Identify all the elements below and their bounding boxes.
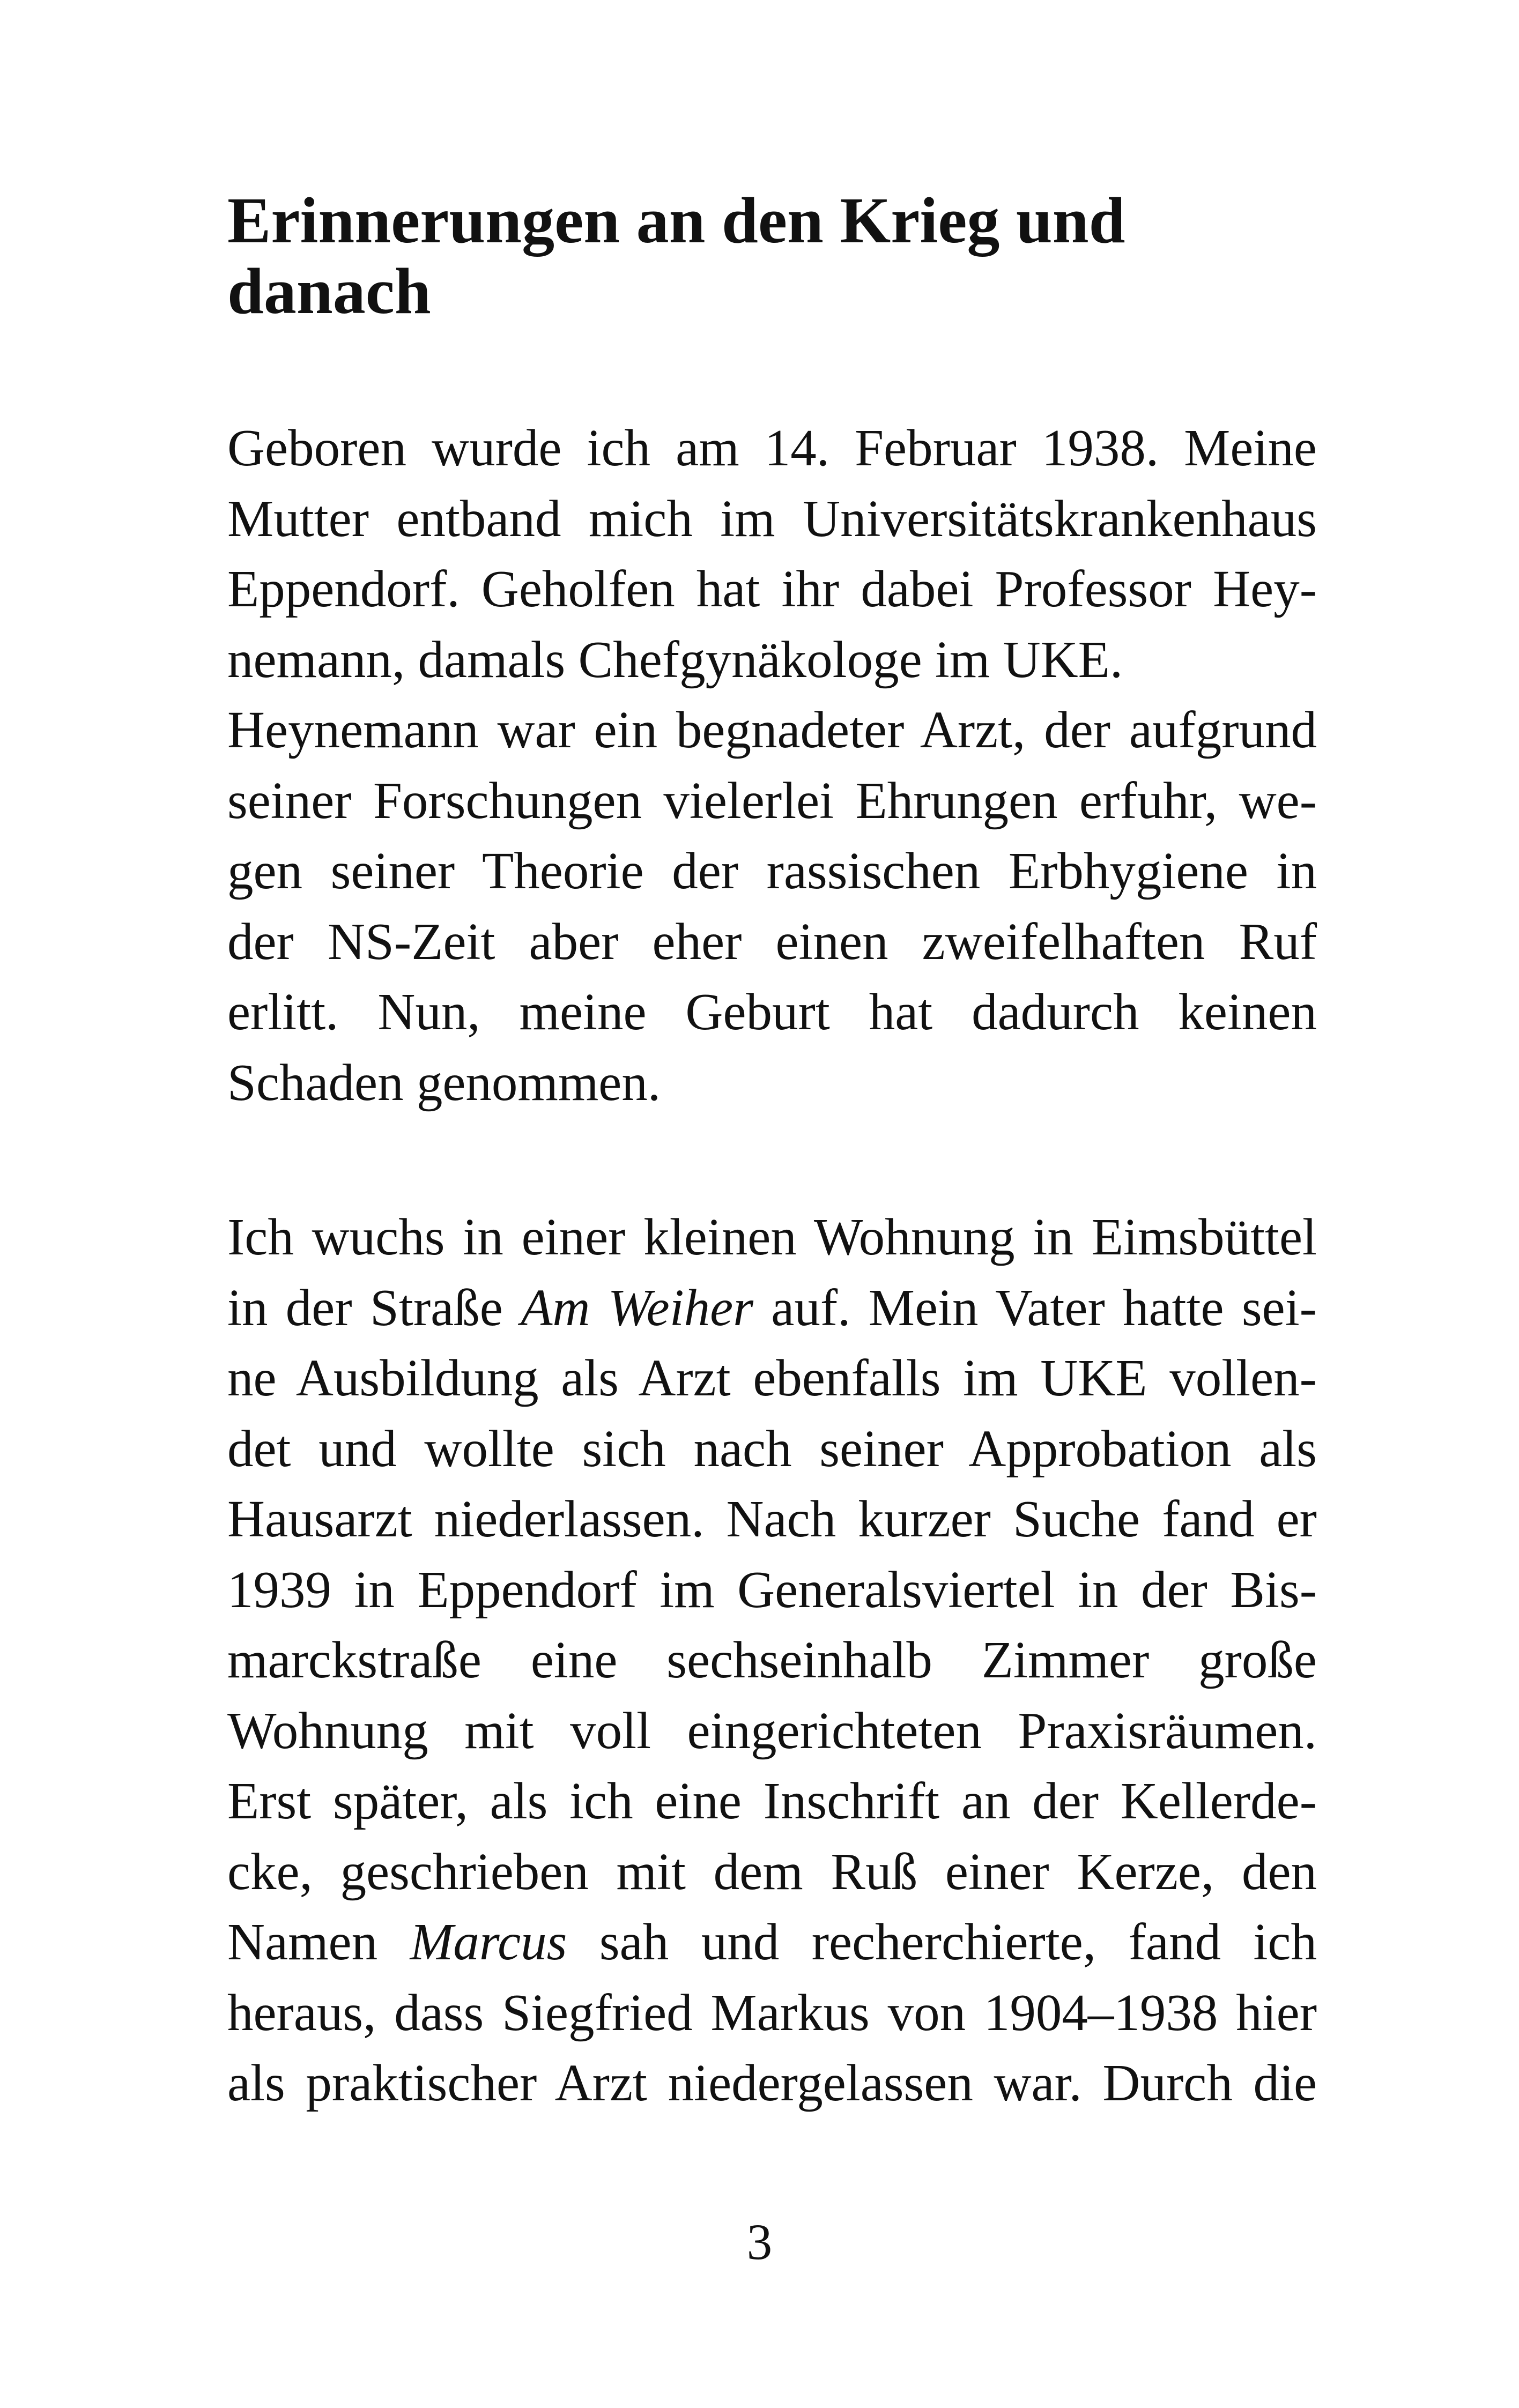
text-segment: Namen: [227, 1913, 410, 1971]
street-name-italic: Am Weiher: [521, 1279, 753, 1336]
text-line: det und wollte sich nach seiner Approbation als: [227, 1419, 1317, 1477]
text-line: der NS-Zeit aber eher einen zweifelhaften Ruf: [227, 912, 1317, 970]
text-line: gen seiner Theorie der rassischen Erbhygiene in: [227, 842, 1317, 900]
text-line: 1939 in Eppendorf im Generalsviertel in der Bis-: [227, 1560, 1317, 1618]
paragraph-childhood: [227, 1202, 1317, 2119]
chapter-title-line-1: Erinnerungen an den Krieg und: [227, 184, 1125, 257]
text-line: Ich wuchs in einer kleinen Wohnung in Eimsbüttel: [227, 1208, 1317, 1266]
chapter-title-line-2: danach: [227, 255, 431, 328]
chapter-title: [227, 185, 1327, 327]
page-number: 3: [746, 2213, 773, 2270]
text-line: als praktischer Arzt niedergelassen war. Durch die: [227, 2054, 1317, 2112]
text-line: Schaden genommen.: [227, 1053, 661, 1111]
text-line: Mutter entband mich im Universitätskrankenhaus: [227, 489, 1317, 547]
name-italic: Marcus: [410, 1913, 567, 1971]
text-segment: in der Straße: [227, 1279, 521, 1336]
text-line: heraus, dass Siegfried Markus von 1904–1938 hier: [227, 1983, 1317, 2041]
text-segment: sah und recherchierte, fand ich: [567, 1913, 1317, 1971]
text-segment: auf. Mein Vater hatte sei-: [753, 1279, 1317, 1336]
text-line: Hausarzt niederlassen. Nach kurzer Suche fand er: [227, 1490, 1317, 1548]
text-line: Heynemann war ein begnadeter Arzt, der aufgrund: [227, 701, 1317, 759]
text-line: Wohnung mit voll eingerichteten Praxisräumen.: [227, 1701, 1317, 1759]
paragraph-birth: [227, 413, 1317, 1118]
text-line: erlitt. Nun, meine Geburt hat dadurch keinen: [227, 983, 1317, 1041]
text-line: marckstraße eine sechseinhalb Zimmer große: [227, 1631, 1317, 1689]
text-line: [227, 1273, 1317, 1343]
text-line: ne Ausbildung als Arzt ebenfalls im UKE vollen-: [227, 1349, 1317, 1407]
text-line: cke, geschrieben mit dem Ruß einer Kerze, den: [227, 1842, 1317, 1900]
text-line: nemann, damals Chefgynäkologe im UKE.: [227, 630, 1123, 688]
text-line: Geboren wurde ich am 14. Februar 1938. Meine: [227, 419, 1317, 477]
text-line: Eppendorf. Geholfen hat ihr dabei Professor Hey-: [227, 560, 1317, 618]
text-line: seiner Forschungen vielerlei Ehrungen erfuhr, we-: [227, 771, 1317, 829]
text-line: Erst später, als ich eine Inschrift an der Kellerde-: [227, 1772, 1317, 1830]
text-line: [227, 1907, 1317, 1978]
